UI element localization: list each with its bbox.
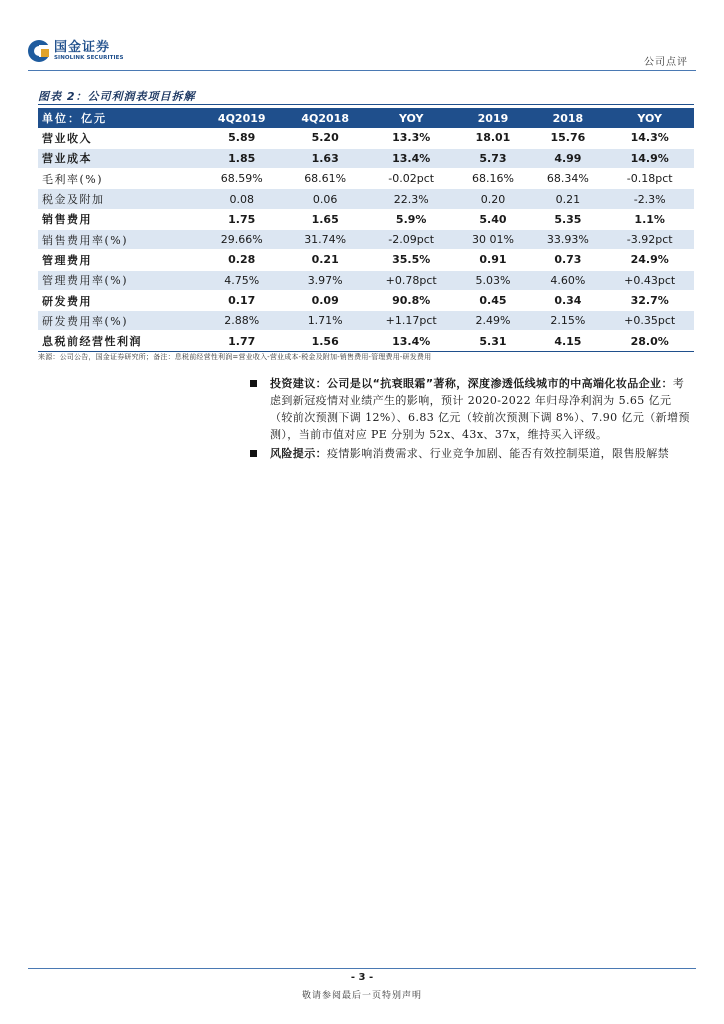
- table-cell: 0.45: [455, 290, 530, 310]
- bullet-body: 疫情影响消费需求、行业竞争加剧、能否有效控制渠道，限售股解禁: [327, 447, 669, 460]
- table-cell: 0.34: [530, 290, 605, 310]
- table-cell: 18.01: [455, 128, 530, 148]
- page-number: - 3 -: [350, 972, 374, 983]
- table-cell: 35.5%: [367, 250, 456, 270]
- square-bullet-icon: [250, 380, 257, 387]
- row-label: 研发费用率(%): [38, 311, 200, 331]
- table-row: [38, 331, 694, 351]
- table-cell: 1.77: [200, 331, 283, 351]
- table-cell: 1.75: [200, 209, 283, 229]
- table-cell: 13.4%: [367, 331, 456, 351]
- table-row: [38, 250, 694, 270]
- table-cell: 90.8%: [367, 290, 456, 310]
- table-cell: 68.16%: [455, 169, 530, 189]
- table-row: [38, 270, 694, 290]
- table-cell: +1.17pct: [367, 311, 456, 331]
- table-row: [38, 169, 694, 189]
- table-cell: 5.20: [283, 128, 366, 148]
- bullet-body: 考虑到新冠疫情对业绩产生的影响，预计 2020-2022 年归母净利润为 5.65 亿元（较前次预测下调 12%）、6.83 亿元（较前次预测下调 8%）、7.90 亿元（新增预测），当前市值对应 PE 分别为 52x、43x、37x，维持买入评级。: [270, 377, 690, 441]
- table-row: [38, 229, 694, 249]
- table-cell: +0.43pct: [605, 270, 694, 290]
- table-cell: 68.59%: [200, 169, 283, 189]
- table-cell: 4.60%: [530, 270, 605, 290]
- table-row: [38, 128, 694, 148]
- table-cell: 22.3%: [367, 189, 456, 209]
- logo-english-name: SINOLINK SECURITIES: [54, 55, 124, 61]
- table-cell: 1.56: [283, 331, 366, 351]
- table-cell: 1.71%: [283, 311, 366, 331]
- table-cell: -0.02pct: [367, 169, 456, 189]
- table-row: [38, 209, 694, 229]
- table-cell: 4.99: [530, 148, 605, 168]
- investment-bullets: [248, 375, 694, 464]
- row-label: 息税前经营性利润: [38, 331, 200, 351]
- column-header: 4Q2019: [200, 108, 283, 128]
- table-cell: -2.09pct: [367, 229, 456, 249]
- table-cell: 32.7%: [605, 290, 694, 310]
- company-logo: [28, 40, 124, 62]
- table-row: [38, 311, 694, 331]
- table-cell: 2.88%: [200, 311, 283, 331]
- table-row: [38, 189, 694, 209]
- table-cell: 68.34%: [530, 169, 605, 189]
- table-cell: 2.49%: [455, 311, 530, 331]
- row-label: 税金及附加: [38, 189, 200, 209]
- table-cell: 3.97%: [283, 270, 366, 290]
- table-cell: 4.75%: [200, 270, 283, 290]
- table-cell: 0.91: [455, 250, 530, 270]
- table-cell: 0.09: [283, 290, 366, 310]
- row-label: 销售费用: [38, 209, 200, 229]
- table-row: [38, 148, 694, 168]
- bullet-lead: 投资建议：公司是以“抗衰眼霜”著称，深度渗透低线城市的中高端化妆品企业：: [270, 377, 673, 390]
- table-cell: 14.3%: [605, 128, 694, 148]
- table-cell: -3.92pct: [605, 229, 694, 249]
- table-cell: -0.18pct: [605, 169, 694, 189]
- table-cell: 33.93%: [530, 229, 605, 249]
- table-cell: 0.06: [283, 189, 366, 209]
- page-header: [28, 40, 696, 70]
- table-cell: 13.4%: [367, 148, 456, 168]
- table-cell: 5.9%: [367, 209, 456, 229]
- table-cell: 5.31: [455, 331, 530, 351]
- table-cell: 1.1%: [605, 209, 694, 229]
- row-label: 营业收入: [38, 128, 200, 148]
- table-cell: 29.66%: [200, 229, 283, 249]
- table-cell: 30 01%: [455, 229, 530, 249]
- logo-mark-icon: [28, 40, 50, 62]
- row-label: 销售费用率(%): [38, 229, 200, 249]
- row-label: 毛利率(%): [38, 169, 200, 189]
- row-label: 管理费用率(%): [38, 270, 200, 290]
- table-row: [38, 290, 694, 310]
- table-cell: -2.3%: [605, 189, 694, 209]
- table-cell: 5.40: [455, 209, 530, 229]
- table-cell: 24.9%: [605, 250, 694, 270]
- column-header: YOY: [367, 108, 456, 128]
- income-statement-table: [38, 108, 694, 352]
- column-header: 2019: [455, 108, 530, 128]
- table-header-row: [38, 108, 694, 128]
- logo-chinese-name: 国金证券: [54, 40, 111, 55]
- column-header: 2018: [530, 108, 605, 128]
- table-cell: 1.63: [283, 148, 366, 168]
- square-bullet-icon: [250, 450, 257, 457]
- bullet-investment-advice: [248, 375, 694, 443]
- row-label: 营业成本: [38, 148, 200, 168]
- bullet-lead: 风险提示：: [270, 447, 327, 460]
- table-cell: 0.21: [530, 189, 605, 209]
- table-cell: 2.15%: [530, 311, 605, 331]
- table-cell: 4.15: [530, 331, 605, 351]
- header-divider: [28, 70, 696, 71]
- table-cell: +0.35pct: [605, 311, 694, 331]
- table-cell: 14.9%: [605, 148, 694, 168]
- table-cell: 0.20: [455, 189, 530, 209]
- table-cell: 5.73: [455, 148, 530, 168]
- table-cell: 13.3%: [367, 128, 456, 148]
- table-cell: 28.0%: [605, 331, 694, 351]
- figure-title-divider: [38, 104, 694, 105]
- row-label: 研发费用: [38, 290, 200, 310]
- figure-title: 图表 2：公司利润表项目拆解: [38, 90, 196, 103]
- footer-disclaimer: 敬请参阅最后一页特别声明: [301, 991, 422, 1001]
- table-cell: 1.65: [283, 209, 366, 229]
- table-cell: 5.89: [200, 128, 283, 148]
- table-cell: 0.17: [200, 290, 283, 310]
- table-cell: 15.76: [530, 128, 605, 148]
- table-cell: 31.74%: [283, 229, 366, 249]
- table-cell: +0.78pct: [367, 270, 456, 290]
- table-cell: 0.73: [530, 250, 605, 270]
- table-cell: 0.28: [200, 250, 283, 270]
- column-header: 4Q2018: [283, 108, 366, 128]
- table-cell: 0.21: [283, 250, 366, 270]
- bullet-risk-warning: [248, 445, 694, 462]
- report-type-label: 公司点评: [644, 57, 688, 68]
- column-header: YOY: [605, 108, 694, 128]
- table-cell: 68.61%: [283, 169, 366, 189]
- table-source-note: 来源：公司公告，国金证券研究所；备注：息税前经营性利润=营业收入-营业成本-税金及附加-销售费用-管理费用-研发费用: [38, 353, 432, 361]
- table-cell: 5.03%: [455, 270, 530, 290]
- column-header: 单位：亿元: [38, 108, 200, 128]
- table-cell: 0.08: [200, 189, 283, 209]
- table-cell: 5.35: [530, 209, 605, 229]
- row-label: 管理费用: [38, 250, 200, 270]
- footer-divider: [28, 968, 696, 969]
- table-cell: 1.85: [200, 148, 283, 168]
